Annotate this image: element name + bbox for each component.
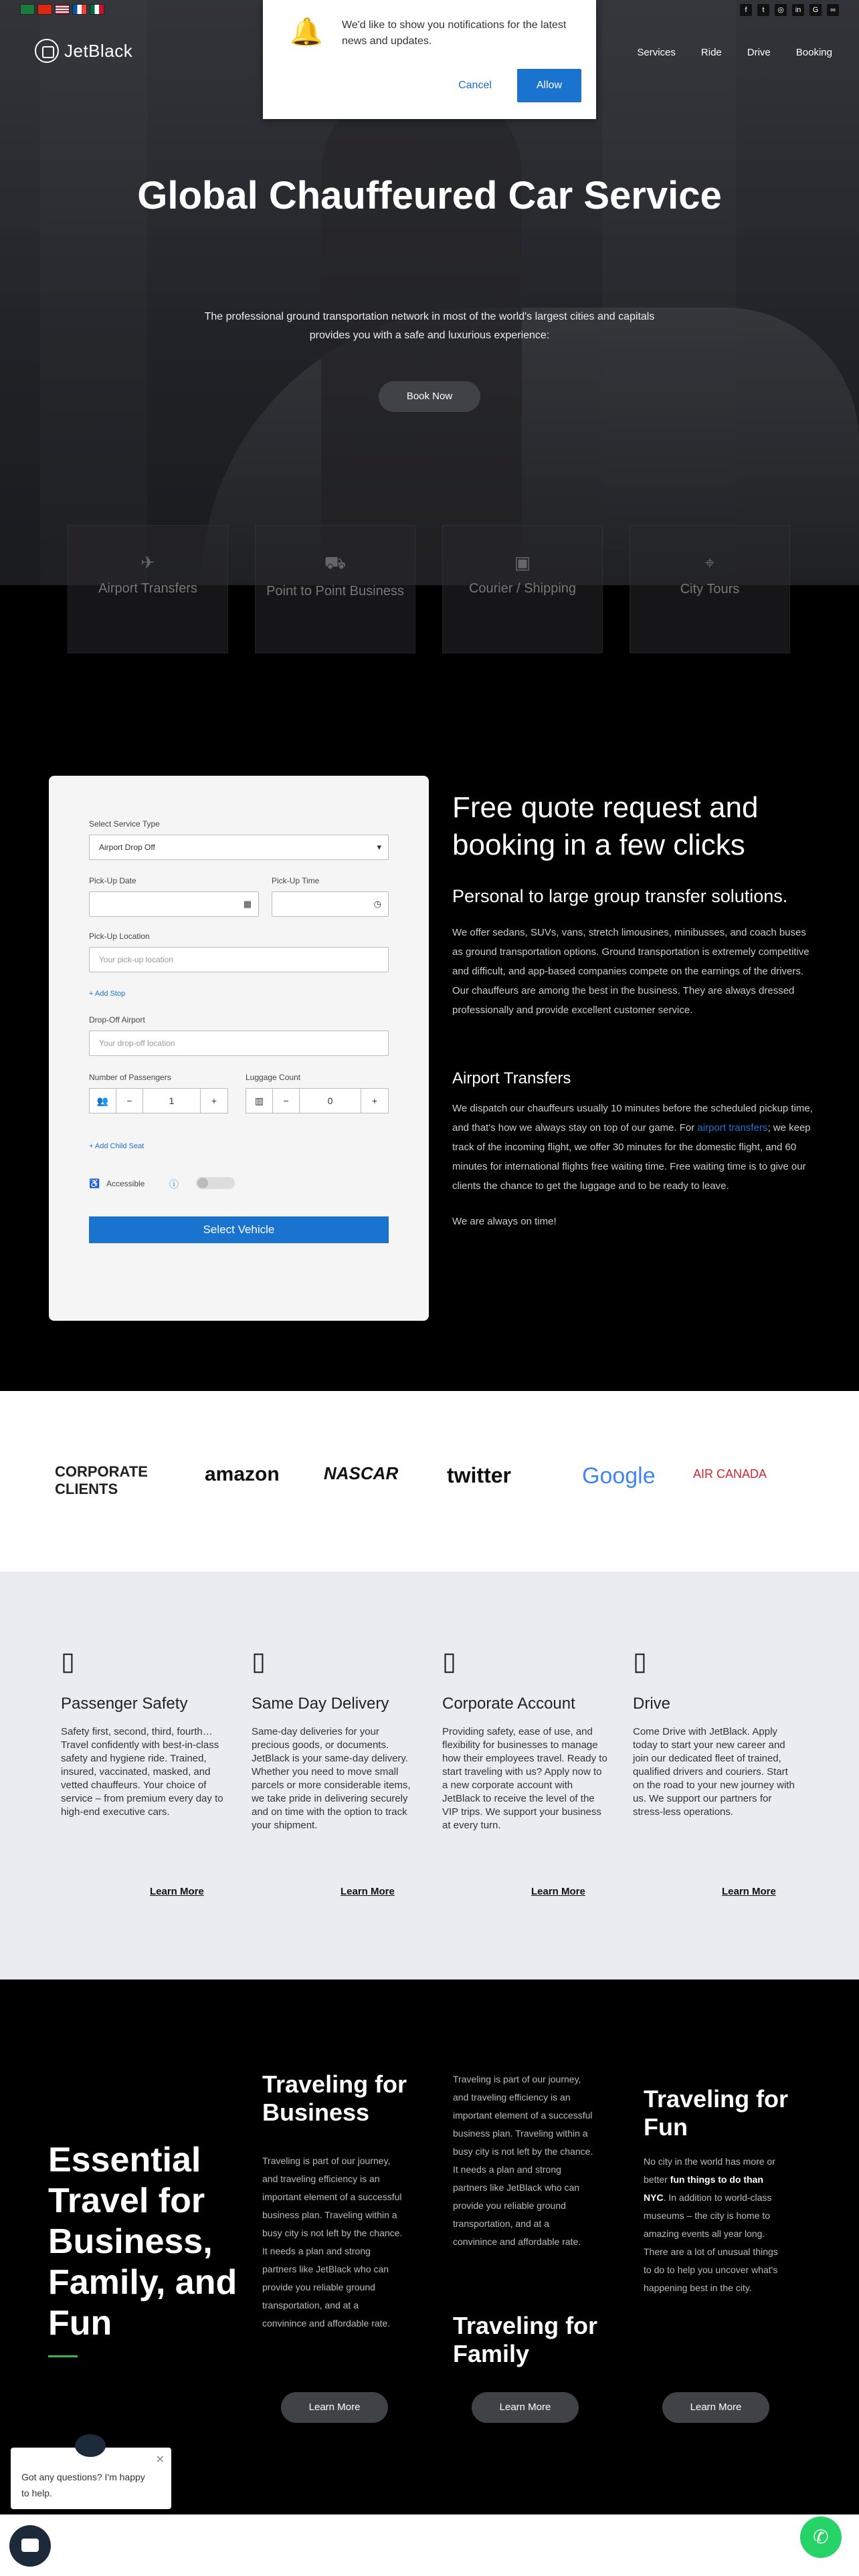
service-type-select[interactable] [89, 835, 389, 860]
feature-title: Corporate Account [442, 1695, 575, 1713]
learn-more-link[interactable]: Learn More [150, 1886, 204, 1897]
map-icon: ⌖ [704, 552, 715, 572]
pickup-location-placeholder: Your pick-up location [99, 955, 173, 964]
travel-section [0, 1979, 859, 2514]
luggage-label: Luggage Count [246, 1073, 301, 1082]
close-icon[interactable]: ✕ [155, 2454, 165, 2466]
car-icon: ⛟ [324, 552, 347, 572]
feature-drive [633, 1646, 800, 1819]
chevron-down-icon: ▾ [377, 842, 381, 852]
notification-message: We'd like to show you notifications for the latest news and updates. [342, 19, 567, 47]
france-flag[interactable] [72, 4, 87, 15]
feature-text: Same-day deliveries for your precious goods, or documents. JetBlack is your same-day delivery. Whether you need to move small parcels or more considerable items, we take pride in delivering securely and on time with the option to track your shipment. [252, 1726, 411, 1831]
people-icon: 👥 [90, 1089, 116, 1113]
booking-text [452, 789, 814, 1231]
accent-divider [48, 2355, 78, 2357]
dropoff-placeholder: Your drop-off location [99, 1039, 175, 1048]
social-links [740, 4, 839, 16]
pickup-date-label: Pick-Up Date [89, 876, 136, 885]
add-child-seat-label: Add Child Seat [94, 1142, 145, 1150]
info-icon[interactable]: ⓘ [169, 1179, 179, 1190]
passengers-stepper [89, 1088, 228, 1113]
feature-text: Come Drive with JetBlack. Apply today to start your new career and join our dedicated fleet of trained, qualified drivers and couriers. Start on the road to your new journey with us. We support our partners for stress-less operations. [633, 1726, 795, 1818]
tripadvisor-icon[interactable]: ∞ [827, 4, 839, 16]
air-canada-logo: AIR CANADA [693, 1467, 767, 1481]
site-logo[interactable] [35, 39, 132, 63]
feature-title: Same Day Delivery [252, 1695, 389, 1713]
usa-flag[interactable] [55, 4, 70, 15]
add-stop-label: Add Stop [94, 990, 126, 998]
select-vehicle-button[interactable]: Select Vehicle [89, 1216, 389, 1243]
booking-subheading: Personal to large group transfer solutions. [452, 886, 788, 906]
briefcase-icon: ▯ [442, 1648, 456, 1676]
nav-services[interactable]: Services [637, 47, 676, 58]
service-card-tours[interactable] [630, 525, 790, 653]
mexico-flag[interactable] [90, 4, 104, 15]
learn-more-link[interactable]: Learn More [341, 1886, 395, 1897]
logo-icon [35, 39, 59, 63]
service-card-label: Courier / Shipping [468, 581, 577, 596]
luggage-icon: ▥ [246, 1089, 273, 1113]
twitter-icon[interactable]: t [757, 4, 769, 16]
airport-transfers-link[interactable]: airport transfers [697, 1122, 768, 1134]
allow-button[interactable]: Allow [517, 69, 581, 102]
service-type-label: Select Service Type [89, 819, 160, 829]
footer-strip [0, 2514, 859, 2576]
saudi-flag[interactable] [20, 4, 35, 15]
main-nav [637, 47, 832, 58]
pickup-time-label: Pick-Up Time [272, 876, 320, 885]
accessible-toggle[interactable] [196, 1177, 235, 1189]
facebook-icon[interactable]: f [740, 4, 752, 16]
feature-text: Safety first, second, third, fourth… Travel confidently with best-in-class safety and hygiene ride. Trained, insured, vaccinated, masked, and vetted chauffeurs. Your choice of service – from premium every day to high-end executive cars. [61, 1726, 223, 1818]
twitter-logo: twitter [447, 1463, 511, 1487]
chatbot-avatar-icon [75, 2434, 106, 2457]
feature-text: Providing safety, ease of use, and flexibility for businesses to manage how their employees travel. Ready to start traveling with us? Apply now to a new corporate account with JetBlack to receive the level of the VIP trips. We support your business at every turn. [442, 1726, 607, 1831]
whatsapp-icon[interactable]: ✆ [800, 2516, 842, 2558]
learn-more-family-button[interactable]: Learn More [472, 2392, 579, 2423]
bell-icon: 🔔 [290, 17, 323, 47]
china-flag[interactable] [37, 4, 52, 15]
pickup-date-input[interactable] [89, 891, 259, 917]
pickup-location-label: Pick-Up Location [89, 932, 150, 941]
feature-corporate-account [442, 1646, 609, 1832]
box-icon: ▣ [514, 552, 531, 572]
cancel-button[interactable]: Cancel [458, 80, 492, 91]
learn-more-fun-button[interactable]: Learn More [662, 2392, 769, 2423]
chat-popup [11, 2448, 171, 2509]
fun-text-b: . In addition to world-class museums – the city is home to amazing events all year long. There are a lot of unusual things to do to help you uncover what's happening best in the city. [644, 2192, 778, 2293]
nav-drive[interactable]: Drive [747, 47, 771, 58]
passengers-increment-button[interactable]: + [211, 1095, 217, 1106]
service-card-courier[interactable] [442, 525, 603, 653]
service-card-airport[interactable] [68, 525, 228, 653]
amazon-logo: amazon [205, 1463, 280, 1485]
passengers-value[interactable]: 1 [143, 1089, 201, 1113]
nascar-logo: NASCAR [324, 1463, 399, 1483]
booking-form [49, 776, 429, 1321]
airport-paragraph [452, 1099, 814, 1196]
plus-icon: + [89, 990, 95, 998]
service-type-value: Airport Drop Off [99, 843, 155, 852]
learn-more-link[interactable]: Learn More [531, 1886, 585, 1897]
fun-text-bold: fun things to do than NYC [644, 2174, 763, 2203]
language-flags [20, 4, 104, 15]
hero-title: Global Chauffeured Car Service [137, 174, 722, 217]
notification-prompt [263, 0, 596, 119]
fun-text [644, 2153, 784, 2297]
plane-icon: ✈ [140, 552, 155, 572]
luggage-stepper [246, 1088, 389, 1113]
hero-subtitle: The professional ground transportation network in most of the world's largest cities and capitals provides you with a safe and luxurious experience: [204, 311, 655, 341]
dropoff-input[interactable] [89, 1031, 389, 1056]
add-stop-link[interactable] [89, 990, 125, 998]
fun-title: Traveling for Fun [644, 2085, 789, 2141]
chat-launcher-button[interactable] [9, 2525, 51, 2567]
corporate-label: CORPORATE CLIENTS [55, 1463, 148, 1497]
linkedin-icon[interactable]: in [792, 4, 804, 16]
service-card-business[interactable] [255, 525, 415, 653]
logo-text: JetBlack [64, 40, 133, 61]
dropoff-label: Drop-Off Airport [89, 1015, 145, 1025]
airport-heading: Airport Transfers [452, 1069, 571, 1087]
family-title: Traveling for Family [453, 2312, 598, 2367]
book-now-button[interactable]: Book Now [379, 381, 480, 412]
pickup-location-input[interactable] [89, 947, 389, 972]
business-text: Traveling is part of our journey, and traveling efficiency is an important element of a successful business plan. Traveling within a busy city is not left by the chance. It needs a plan and strong partners like JetBlack who can provide you reliable ground transportation, and at a convinince and affordable rate. [262, 2155, 403, 2329]
booking-paragraph: We offer sedans, SUVs, vans, stretch limousines, minibusses, and coach buses as ground transportation options. Ground transportation is extremely competitive and difficult, and app-based companies compete on the earnings of the drivers. Our chauffeurs are among the best in the business. They are always dressed professionally and provide excellent customer service. [452, 927, 809, 1016]
service-card-label: City Tours [680, 582, 740, 597]
feature-passenger-safety [61, 1646, 228, 1819]
feature-title: Drive [633, 1695, 671, 1713]
google-icon[interactable]: G [809, 4, 822, 16]
luggage-value[interactable]: 0 [300, 1089, 361, 1113]
airport-text-a: We dispatch our chauffeurs usually 10 minutes before the scheduled pickup time, and that's how we always stay on top of our game. For [452, 1103, 813, 1134]
chat-message: Got any questions? I'm happy to help. [21, 2472, 145, 2498]
steering-icon: ▯ [633, 1648, 647, 1676]
travel-big-title: Essential Travel for Business, Family, and Fun [48, 2141, 237, 2343]
features-section [0, 1572, 859, 1979]
wheelchair-icon: ♿ [89, 1178, 100, 1188]
service-card-label: Airport Transfers [98, 581, 197, 596]
luggage-decrement-button[interactable]: − [273, 1089, 300, 1113]
accessible-label: Accessible [106, 1179, 145, 1188]
on-time-text: We are always on time! [452, 1216, 557, 1227]
booking-heading: Free quote request and booking in a few clicks [452, 791, 759, 861]
nav-ride[interactable]: Ride [700, 47, 722, 58]
passengers-label: Number of Passengers [89, 1073, 171, 1082]
shield-icon: ▯ [61, 1648, 75, 1676]
learn-more-business-button[interactable]: Learn More [281, 2392, 388, 2423]
airport-text-b: ; we keep track of the incoming flight, we offer 30 minutes for the domestic flight, and 60 minutes for international flights free waiting time. Free waiting time is to give our clients the chance to get the luggage and to be ready to leave. [452, 1122, 811, 1192]
family-text: Traveling is part of our journey, and traveling efficiency is an important element of a successful business plan. Traveling within a busy city is not left by the chance. It needs a plan and strong partners like JetBlack who can provide you reliable ground transportation, and at a convinince and affordable rate. [453, 2074, 593, 2247]
calendar-icon: ▦ [243, 899, 252, 909]
nav-booking[interactable]: Booking [795, 47, 832, 58]
google-logo: Google [582, 1463, 656, 1489]
feature-title: Passenger Safety [61, 1695, 188, 1713]
service-card-label: Point to Point Business [266, 584, 404, 599]
instagram-icon[interactable]: ◎ [775, 4, 787, 16]
delivery-icon: ▯ [252, 1648, 266, 1676]
luggage-increment-button[interactable]: + [371, 1095, 378, 1106]
pickup-time-input[interactable] [272, 891, 389, 917]
clock-icon: ◷ [373, 899, 381, 909]
passengers-decrement-button[interactable]: − [116, 1089, 143, 1113]
learn-more-link[interactable]: Learn More [722, 1886, 776, 1897]
add-child-seat-link[interactable] [89, 1142, 144, 1150]
corporate-clients-section [0, 1391, 859, 1572]
business-title: Traveling for Business [262, 2070, 407, 2126]
fun-text-a: No city in the world has more or better [644, 2156, 775, 2185]
plus-icon: + [89, 1142, 95, 1150]
feature-same-day-delivery [252, 1646, 419, 1832]
